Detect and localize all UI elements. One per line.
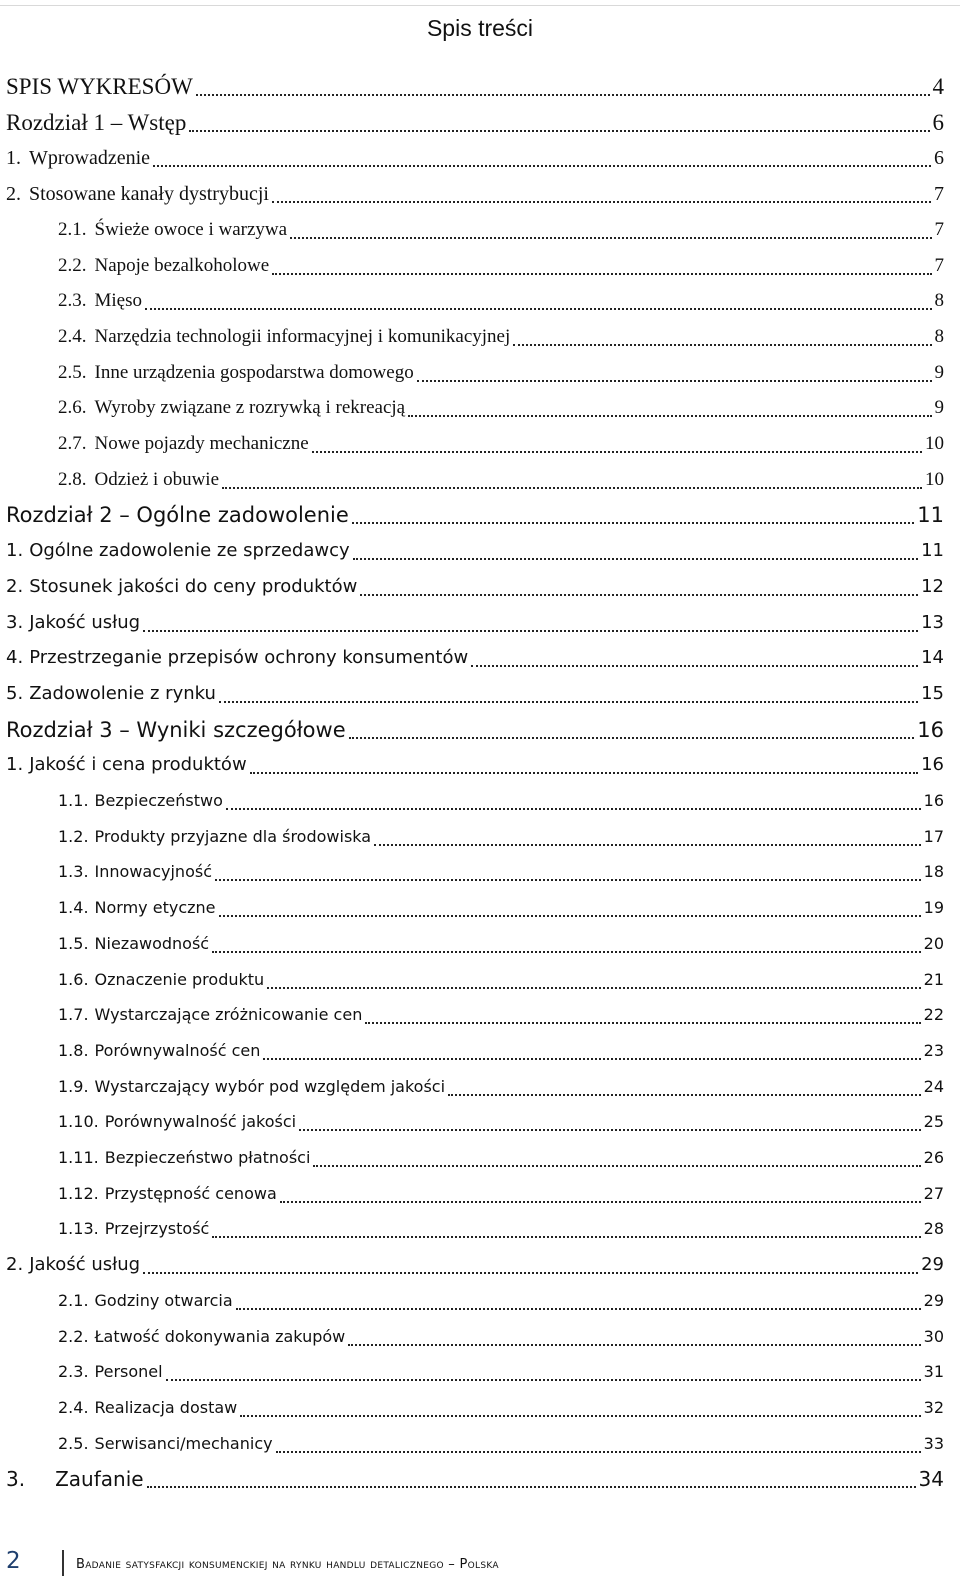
toc-entry[interactable] (0, 885, 960, 925)
toc-entry[interactable] (0, 921, 960, 961)
toc-dot-leader (143, 1271, 918, 1274)
toc-entry-number: 2.5. (58, 362, 87, 383)
toc-entry-title: Świeże owoce i warzywa (94, 219, 288, 240)
toc-entry-title: Stosowane kanały dystrybucji (29, 183, 269, 205)
toc-dot-leader (196, 93, 930, 96)
toc-entry[interactable] (0, 314, 960, 354)
toc-entry-title: Jakość usług (29, 1254, 141, 1275)
toc-entry-number: 1.13. (58, 1219, 99, 1238)
toc-entry-page: 22 (923, 1005, 944, 1024)
toc-entry-page: 9 (934, 362, 944, 383)
toc-entry-number: 2.1. (58, 1291, 89, 1310)
toc-dot-leader (360, 593, 918, 596)
toc-entry-number: 1.7. (58, 1005, 89, 1024)
toc-entry-number: 1.11. (58, 1148, 99, 1167)
toc-dot-leader (263, 1057, 920, 1060)
toc-dot-leader (313, 1164, 920, 1167)
toc-dot-leader (353, 557, 918, 560)
toc-entry-page: 18 (923, 862, 944, 881)
toc-entry-title: Jakość usług (29, 612, 141, 633)
toc-entry[interactable] (0, 1421, 960, 1461)
toc-entry-title: Porównywalność jakości (104, 1112, 297, 1131)
toc-entry-page: 16 (923, 791, 944, 810)
toc-entry-title: Stosunek jakości do ceny produktów (29, 576, 358, 597)
toc-entry-title: Produkty przyjazne dla środowiska (94, 827, 372, 846)
toc-dot-leader (374, 843, 921, 846)
toc-entry-title: Zaufanie (55, 1467, 144, 1491)
toc-entry-number: 2.2. (58, 1327, 89, 1346)
toc-dot-leader (226, 807, 921, 810)
toc-entry-number: 2.8. (58, 469, 87, 490)
toc-entry[interactable] (0, 1206, 960, 1246)
toc-entry-page: 34 (918, 1467, 944, 1491)
toc-entry-page: 26 (923, 1148, 944, 1167)
toc-dot-leader (250, 771, 918, 774)
toc-entry-title: Serwisanci/mechanicy (94, 1434, 273, 1453)
toc-entry-title: Napoje bezalkoholowe (94, 255, 270, 276)
toc-entry-title: Nowe pojazdy mechaniczne (94, 433, 309, 454)
toc-dot-leader (272, 200, 931, 203)
toc-entry-page: 4 (932, 74, 944, 99)
toc-entry-title: Bezpieczeństwo (94, 791, 223, 810)
toc-entry[interactable] (0, 243, 960, 283)
toc-entry-number: 2.6. (58, 397, 87, 418)
toc-entry-page: 17 (923, 827, 944, 846)
toc-entry-title: Rozdział 3 – Wyniki szczegółowe (6, 718, 346, 742)
toc-entry-page: 9 (934, 397, 944, 418)
toc-entry[interactable] (0, 171, 960, 211)
toc-entry-title: Przejrzystość (104, 1219, 210, 1238)
toc-entry[interactable] (0, 350, 960, 390)
toc-entry[interactable] (0, 528, 960, 568)
toc-entry-page: 11 (917, 503, 944, 527)
toc-entry-title: Rozdział 1 – Wstęp (6, 110, 187, 135)
toc-entry-title: Inne urządzenia gospodarstwa domowego (94, 362, 414, 383)
toc-entry[interactable] (0, 1349, 960, 1389)
toc-entry-title: Realizacja dostaw (94, 1398, 238, 1417)
toc-entry-page: 10 (925, 433, 944, 454)
toc-entry[interactable] (0, 100, 960, 140)
toc-entry[interactable] (0, 421, 960, 461)
toc-entry-number: 1. (6, 754, 24, 775)
toc-dot-leader (408, 414, 931, 417)
toc-entry-title: Jakość i cena produktów (29, 754, 247, 775)
toc-dot-leader (290, 236, 931, 239)
toc-entry-number: 1.2. (58, 827, 89, 846)
toc-entry[interactable] (0, 671, 960, 711)
toc-entry-title: Godziny otwarcia (94, 1291, 233, 1310)
toc-dot-leader (365, 1021, 920, 1024)
toc-entry-page: 29 (923, 1291, 944, 1310)
toc-entry[interactable] (0, 1135, 960, 1175)
toc-entry[interactable] (0, 1278, 960, 1318)
toc-entry-page: 16 (921, 754, 944, 775)
toc-dot-leader (312, 450, 922, 453)
toc-entry-number: 5. (6, 683, 24, 704)
toc-entry[interactable] (0, 64, 960, 104)
footer-running-title: Badanie satysfakcji konsumenckiej na rynku handlu detalicznego – Polska (76, 1557, 499, 1572)
toc-entry-page: 31 (923, 1362, 944, 1381)
toc-entry[interactable] (0, 1456, 960, 1496)
toc-dot-leader (240, 1414, 920, 1417)
toc-entry-page: 12 (921, 576, 944, 597)
toc-entry-number: 1.12. (58, 1184, 99, 1203)
toc-entry-title: Przestrzeganie przepisów ochrony konsumentów (29, 647, 469, 668)
toc-entry-title: Bezpieczeństwo płatności (104, 1148, 311, 1167)
toc-entry-title: Wystarczający wybór pod względem jakości (94, 1077, 446, 1096)
toc-entry-title: Rozdział 2 – Ogólne zadowolenie (6, 503, 349, 527)
toc-dot-leader (219, 700, 918, 703)
toc-entry[interactable] (0, 1099, 960, 1139)
toc-entry[interactable] (0, 564, 960, 604)
toc-entry-page: 7 (934, 255, 944, 276)
toc-dot-leader (143, 629, 918, 632)
toc-entry[interactable] (0, 778, 960, 818)
toc-entry[interactable] (0, 1171, 960, 1211)
toc-entry-title: Niezawodność (94, 934, 210, 953)
toc-entry-number: 1.3. (58, 862, 89, 881)
toc-entry-page: 7 (934, 183, 944, 205)
toc-entry[interactable] (0, 1242, 960, 1282)
toc-entry-number: 1.6. (58, 970, 89, 989)
toc-entry-number: 2.1. (58, 219, 87, 240)
toc-entry-page: 14 (921, 647, 944, 668)
toc-dot-leader (272, 272, 931, 275)
toc-entry-title: Normy etyczne (94, 898, 216, 917)
toc-entry-title: Wyroby związane z rozrywką i rekreacją (94, 397, 406, 418)
toc-entry-page: 7 (934, 219, 944, 240)
toc-dot-leader (352, 521, 914, 524)
toc-entry-number: 2.3. (58, 290, 87, 311)
toc-entry-number: 2.2. (58, 255, 87, 276)
toc-dot-leader (219, 914, 921, 917)
toc-entry-title: Zadowolenie z rynku (29, 683, 216, 704)
toc-entry-page: 33 (923, 1434, 944, 1453)
toc-entry-number: 2. (6, 576, 24, 597)
toc-entry-number: 1.9. (58, 1077, 89, 1096)
toc-entry[interactable] (0, 600, 960, 640)
toc-dot-leader (513, 343, 931, 346)
toc-entry-number: 1. (6, 540, 24, 561)
toc-entry-number: 2.4. (58, 326, 87, 347)
toc-entry-number: 2.7. (58, 433, 87, 454)
toc-dot-leader (299, 1128, 921, 1131)
toc-entry-page: 15 (921, 683, 944, 704)
toc-entry-title: Przystępność cenowa (104, 1184, 277, 1203)
toc-entry[interactable] (0, 635, 960, 675)
toc-dot-leader (417, 379, 932, 382)
toc-entry-page: 20 (923, 934, 944, 953)
toc-entry-title: Mięso (94, 290, 142, 311)
toc-entry-number: 1.1. (58, 791, 89, 810)
toc-entry-number: 2.4. (58, 1398, 89, 1417)
toc-entry-page: 30 (923, 1327, 944, 1346)
toc-entry[interactable] (0, 1028, 960, 1068)
toc-entry-page: 10 (925, 469, 944, 490)
toc-dot-leader (471, 664, 918, 667)
toc-entry-number: 4. (6, 647, 24, 668)
toc-entry-title: Łatwość dokonywania zakupów (94, 1327, 346, 1346)
toc-entry-number: 3. (6, 1467, 26, 1491)
toc-dot-leader (189, 129, 929, 132)
toc-entry[interactable] (0, 742, 960, 782)
toc-entry-title: Wystarczające zróżnicowanie cen (94, 1005, 363, 1024)
toc-entry[interactable] (0, 1385, 960, 1425)
toc-entry[interactable] (0, 814, 960, 854)
toc-entry-number: 1.8. (58, 1041, 89, 1060)
toc-entry-page: 23 (923, 1041, 944, 1060)
toc-dot-leader (267, 986, 920, 989)
toc-entry-title: Oznaczenie produktu (94, 970, 265, 989)
toc-entry-number: 3. (6, 612, 24, 633)
toc-entry[interactable] (0, 492, 960, 532)
toc-entry-page: 13 (921, 612, 944, 633)
toc-dot-leader (215, 878, 921, 881)
toc-entry-number: 2.3. (58, 1362, 89, 1381)
toc-dot-leader (153, 164, 931, 167)
toc-entry-title: SPIS WYKRESÓW (6, 74, 193, 99)
toc-entry-number: 1. (6, 147, 21, 169)
toc-entry-page: 16 (917, 718, 944, 742)
toc-dot-leader (348, 1343, 920, 1346)
page-footer (0, 1546, 960, 1582)
toc-dot-leader (212, 1235, 920, 1238)
toc-entry-page: 25 (923, 1112, 944, 1131)
toc-entry-number: 2. (6, 183, 21, 205)
toc-dot-leader (349, 736, 915, 739)
toc-entry-page: 8 (934, 290, 944, 311)
toc-entry-number: 1.5. (58, 934, 89, 953)
toc-dot-leader (212, 950, 921, 953)
toc-entry-page: 32 (923, 1398, 944, 1417)
page-title: Spis treści (426, 15, 534, 41)
toc-entry[interactable] (0, 207, 960, 247)
toc-dot-leader (145, 307, 932, 310)
toc-dot-leader (280, 1200, 921, 1203)
toc-entry[interactable] (0, 1314, 960, 1354)
toc-entry-title: Ogólne zadowolenie ze sprzedawcy (29, 540, 350, 561)
toc-entry-page: 6 (932, 110, 944, 135)
toc-entry[interactable] (0, 992, 960, 1032)
toc-entry-page: 28 (923, 1219, 944, 1238)
toc-entry-page: 21 (923, 970, 944, 989)
toc-entry-number: 2. (6, 1254, 24, 1275)
toc-entry-title: Odzież i obuwie (94, 469, 220, 490)
toc-entry-title: Porównywalność cen (94, 1041, 261, 1060)
toc-entry-page: 6 (934, 147, 944, 169)
toc-entry-page: 8 (934, 326, 944, 347)
toc-entry[interactable] (0, 957, 960, 997)
toc-entry-title: Personel (94, 1362, 163, 1381)
footer-page-number: 2 (6, 1548, 21, 1574)
toc-entry-title: Narzędzia technologii informacyjnej i komunikacyjnej (94, 326, 511, 347)
toc-entry-title: Innowacyjność (94, 862, 212, 881)
toc-entry[interactable] (0, 278, 960, 318)
toc-entry[interactable] (0, 707, 960, 747)
toc-dot-leader (166, 1378, 921, 1381)
toc-entry-number: 1.10. (58, 1112, 99, 1131)
toc-dot-leader (236, 1307, 921, 1310)
toc-entry-page: 27 (923, 1184, 944, 1203)
toc-entry-page: 24 (923, 1077, 944, 1096)
toc-dot-leader (276, 1450, 921, 1453)
toc-dot-leader (222, 486, 922, 489)
toc-entry-number: 2.5. (58, 1434, 89, 1453)
toc-entry[interactable] (0, 135, 960, 175)
toc-entry-title: Wprowadzenie (29, 147, 151, 169)
toc-entry[interactable] (0, 849, 960, 889)
toc-dot-leader (147, 1485, 916, 1488)
toc-entry-number: 1.4. (58, 898, 89, 917)
footer-divider (62, 1550, 64, 1576)
toc-entry[interactable] (0, 385, 960, 425)
toc-entry-page: 29 (921, 1254, 944, 1275)
toc-entry[interactable] (0, 457, 960, 497)
toc-entry-page: 19 (923, 898, 944, 917)
toc-entry-page: 11 (921, 540, 944, 561)
toc-entry[interactable] (0, 1064, 960, 1104)
toc-dot-leader (448, 1093, 921, 1096)
